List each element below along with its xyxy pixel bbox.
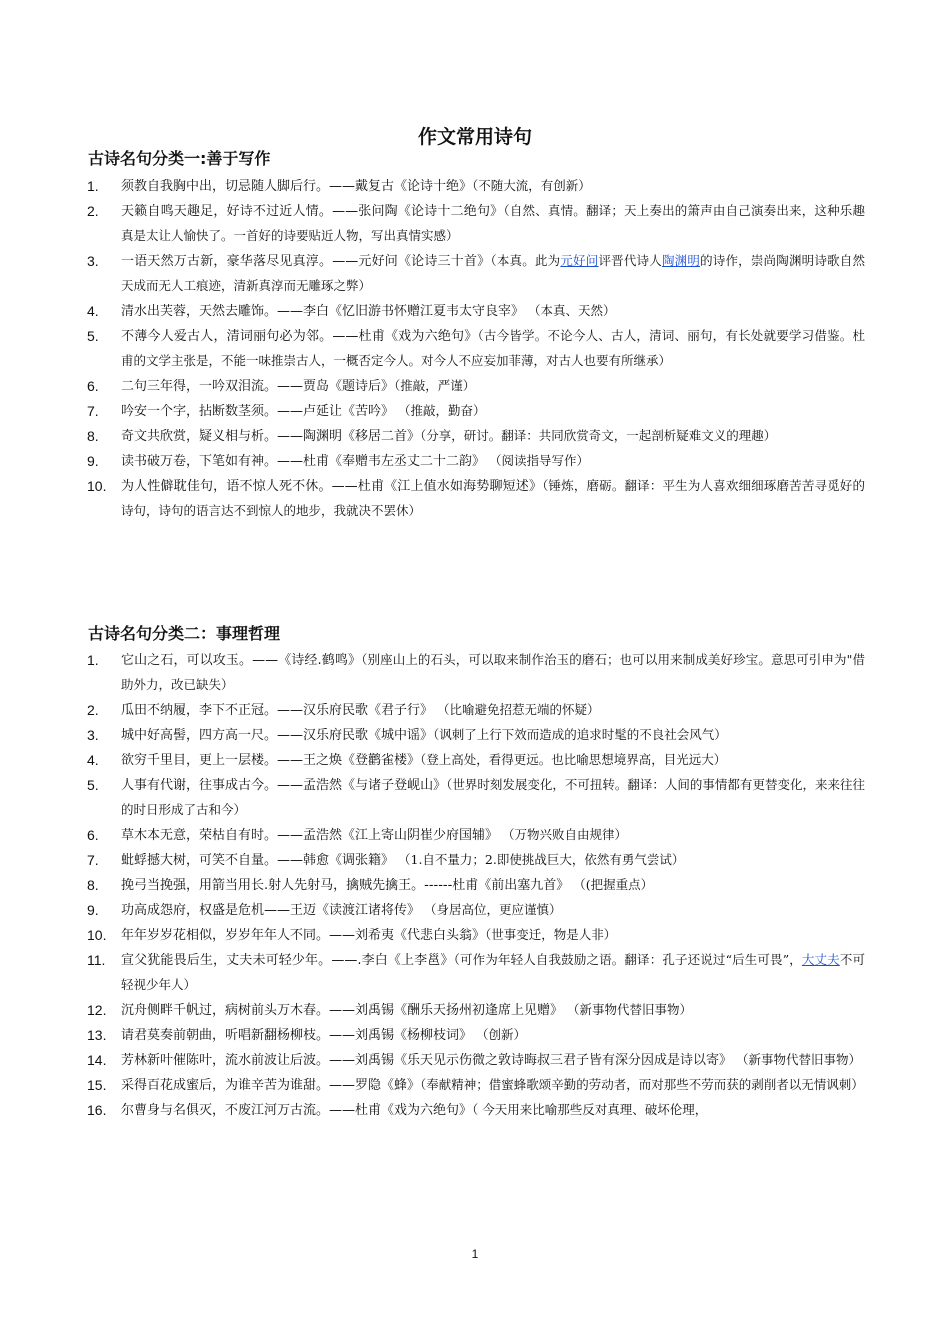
poem-line: 采得百花成蜜后，为谁辛苦为谁甜。——罗隐《蜂》 (121, 1078, 421, 1093)
list-item (0, 848, 950, 873)
item-text (121, 698, 865, 723)
item-number: 1. (87, 178, 99, 194)
item-text (121, 648, 865, 698)
poem-line: 为人性僻耽佳句，语不惊人死不休。——杜甫《江上值水如海势聊短述》 (121, 479, 543, 494)
poem-note: （本真。此为 (490, 253, 561, 268)
item-text (121, 823, 865, 848)
item-number: 2. (87, 702, 99, 718)
list-item (0, 424, 950, 449)
item-text (121, 773, 865, 823)
poem-note: （世界时刻发展变化，不可扭转。翻译：人间的事情都有更替变化，来来往往的时日形成了古和今） (121, 777, 865, 817)
section-heading-philosophy: 古诗名句分类二：事理哲理 (88, 624, 281, 643)
list-item (0, 249, 950, 299)
poem-line: 年年岁岁花相似，岁岁年年人不同。——刘希夷《代悲白头翁》 (121, 928, 486, 943)
section-heading-writing: 古诗名句分类一:善于写作 (88, 149, 271, 168)
item-number: 4. (87, 752, 99, 768)
item-number: 3. (87, 253, 99, 269)
item-number: 3. (87, 727, 99, 743)
poem-note: 评晋代诗人 (598, 253, 662, 268)
poem-line: 吟安一个字，拈断数茎须。——卢延让《苦吟》 (121, 404, 395, 419)
poem-note: （本真、天然） (524, 303, 616, 318)
poem-note: （锤炼，磨砺。翻译：平生为人喜欢细细琢磨苦苦寻觅好的诗句，诗句的语言达不到惊人的地步，我就决不罢休） (121, 478, 865, 518)
poem-note: （分享，研讨。翻译：共同欣赏奇文，一起剖析疑难文义的理趣） (420, 428, 777, 443)
list-item (0, 399, 950, 424)
poem-line: 不薄今人爱古人，清词丽句必为邻。——杜甫《戏为六绝句》 (121, 329, 478, 344)
poem-line: 它山之石，可以攻玉。——《诗经.鹤鸣》 (121, 653, 362, 668)
poem-note: （(把握重点） (569, 877, 654, 892)
poem-line: 功高成怨府，权盛是危机——王迈《读渡江诸将传》 (121, 903, 421, 918)
item-number: 8. (87, 877, 99, 893)
item-text (121, 873, 865, 898)
poem-note: （不随大流，有创新） (472, 178, 591, 193)
poem-note: （登上高处，看得更远。也比喻思想境界高，目光远大） (420, 752, 727, 767)
list-item (0, 698, 950, 723)
link-yuan-haowen[interactable]: 元好问 (560, 253, 599, 268)
poem-note: （推敲，勤奋） (394, 403, 486, 418)
poem-note: （ 今天用来比喻那些反对真理、破坏伦理， (472, 1102, 708, 1117)
list-item (0, 199, 950, 249)
link-da-zhang-fu[interactable]: 大丈夫 (801, 952, 840, 967)
poem-line: 请君莫奏前朝曲，听唱新翻杨柳枝。——刘禹锡《杨柳枝词》 (121, 1028, 473, 1043)
item-number: 15. (87, 1077, 107, 1093)
poem-note: （自然、真情。翻译；天上奏出的箫声由自己演奏出来，这种乐趣真是太让人愉快了。一首好的诗要贴近人物，写出真情实感） (121, 203, 865, 243)
list-item (0, 374, 950, 399)
item-number: 13. (87, 1027, 107, 1043)
poem-note: （可作为年轻人自我鼓励之语。翻译：孔子还说过“后生可畏”， (453, 952, 802, 967)
list-item (0, 474, 950, 524)
item-number: 6. (87, 378, 99, 394)
list-item (0, 1023, 950, 1048)
item-number: 7. (87, 403, 99, 419)
item-text (121, 199, 865, 249)
poem-note: （推敲，严谨） (394, 378, 476, 393)
poem-line: 清水出芙蓉，天然去雕饰。——李白《忆旧游书怀赠江夏韦太守良宰》 (121, 304, 525, 319)
poem-line: 瓜田不纳履，李下不正冠。——汉乐府民歌《君子行》 (121, 703, 434, 718)
item-text (121, 723, 865, 748)
item-text (121, 1098, 865, 1123)
poem-note: （古今皆学。不论今人、古人，清词、丽句，有长处就要学习借鉴。杜甫的文学主张是，不能一味推崇古人，一概否定今人。对今人不应妄加菲薄，对古人也要有所继承） (121, 328, 865, 368)
poem-line: 宣父犹能畏后生，丈夫未可轻少年。——.李白《上李邕》 (121, 953, 454, 968)
item-text (121, 848, 865, 873)
list-item (0, 648, 950, 698)
item-number: 1. (87, 652, 99, 668)
list-item (0, 773, 950, 823)
poem-note: （1.自不量力；2.即使挑战巨大，依然有勇气尝试） (394, 852, 685, 867)
page-title: 作文常用诗句 (417, 126, 532, 148)
item-number: 16. (87, 1102, 107, 1118)
poem-line: 奇文共欣赏，疑义相与析。——陶渊明《移居二首》 (121, 429, 421, 444)
section1-list (0, 174, 950, 524)
poem-note: （讽刺了上行下效而造成的追求时髦的不良社会风气） (433, 727, 727, 742)
item-number: 12. (87, 1002, 107, 1018)
poem-line: 挽弓当挽强，用箭当用长.射人先射马，擒贼先擒王。------杜甫《前出塞九首》 (121, 878, 570, 893)
list-item (0, 723, 950, 748)
item-text (121, 898, 865, 923)
poem-note: 不可轻视少年人） (121, 952, 865, 992)
item-text (121, 998, 865, 1023)
list-item (0, 1098, 950, 1123)
poem-note: （身居高位，更应谨慎） (420, 902, 562, 917)
list-item (0, 1073, 950, 1098)
list-item (0, 948, 950, 998)
link-tao-yuanming[interactable]: 陶渊明 (661, 253, 701, 268)
poem-line: 读书破万卷，下笔如有神。——杜甫《奉赠韦左丞丈二十二韵》 (121, 454, 486, 469)
item-number: 4. (87, 303, 99, 319)
item-text (121, 424, 865, 449)
list-item (0, 299, 950, 324)
list-item (0, 823, 950, 848)
poem-line: 尔曹身与名俱灭，不废江河万古流。——杜甫《戏为六绝句》 (121, 1103, 473, 1118)
poem-note: （世事变迁，物是人非） (485, 927, 617, 942)
poem-note: （新事物代替旧事物） (563, 1002, 692, 1017)
poem-line: 天籁自鸣天趣足，好诗不过近人情。——张问陶《论诗十二绝句》 (121, 204, 504, 219)
section2-list (0, 648, 950, 1123)
poem-note: （创新） (472, 1027, 526, 1042)
list-item (0, 174, 950, 199)
list-item (0, 923, 950, 948)
list-item (0, 898, 950, 923)
poem-line: 一语天然万古新，豪华落尽见真淳。——元好问《论诗三十首》 (121, 254, 491, 269)
item-text (121, 449, 865, 474)
list-item (0, 324, 950, 374)
page-number: 1 (471, 1247, 479, 1261)
item-number: 14. (87, 1052, 107, 1068)
item-text (121, 174, 865, 199)
item-text (121, 374, 865, 399)
list-item (0, 1048, 950, 1073)
poem-line: 城中好高髻，四方高一尺。——汉乐府民歌《城中谣》 (121, 728, 434, 743)
poem-note: （比喻避免招惹无端的怀疑） (433, 702, 600, 717)
item-number: 2. (87, 203, 99, 219)
poem-note: （阅读指导写作） (485, 453, 589, 468)
poem-note: （别座山上的石头，可以取来制作治玉的磨石；也可以用来制成美好珍宝。意思可引申为"借助外力，改已缺失） (121, 652, 865, 692)
item-number: 8. (87, 428, 99, 444)
poem-line: 人事有代谢，往事成古今。——孟浩然《与诸子登岘山》 (121, 778, 447, 793)
item-text (121, 1073, 865, 1098)
poem-line: 蚍蜉撼大树，可笑不自量。——韩愈《调张籍》 (121, 853, 395, 868)
poem-note: （奉献精神；借蜜蜂歌颂辛勤的劳动者，而对那些不劳而获的剥削者以无情讽刺） (420, 1077, 864, 1092)
poem-line: 沉舟侧畔千帆过，病树前头万木春。——刘禹锡《酬乐天扬州初逢席上见赠》 (121, 1003, 564, 1018)
item-text (121, 1023, 865, 1048)
item-number: 7. (87, 852, 99, 868)
item-number: 9. (87, 902, 99, 918)
item-number: 11. (87, 952, 106, 968)
item-text (121, 324, 865, 374)
item-text (121, 948, 865, 998)
poem-line: 二句三年得，一吟双泪流。——贾岛《题诗后》 (121, 379, 395, 394)
item-number: 10. (87, 927, 107, 943)
list-item (0, 748, 950, 773)
item-text (121, 299, 865, 324)
item-text (121, 474, 865, 524)
item-text (121, 249, 865, 299)
poem-line: 草木本无意，荣枯自有时。——孟浩然《江上寄山阴崔少府国辅》 (121, 828, 499, 843)
list-item (0, 449, 950, 474)
item-text (121, 748, 865, 773)
poem-note: （新事物代替旧事物） (732, 1052, 861, 1067)
poem-line: 须教自我胸中出，切忌随人脚后行。——戴复古《论诗十绝》 (121, 179, 473, 194)
item-text (121, 1048, 865, 1073)
item-number: 5. (87, 328, 99, 344)
poem-line: 芳林新叶催陈叶，流水前波让后波。——刘禹锡《乐天见示伤微之敦诗晦叔三君子皆有深分因成是诗以寄》 (121, 1053, 733, 1068)
list-item (0, 873, 950, 898)
poem-note: 的诗作，崇尚陶渊明诗歌自然天成而无人工痕迹，清新真淳而无雕琢之弊） (121, 253, 865, 293)
item-text (121, 399, 865, 424)
item-number: 6. (87, 827, 99, 843)
item-number: 9. (87, 453, 99, 469)
poem-note: （万物兴败自由规律） (498, 827, 627, 842)
item-number: 10. (87, 478, 107, 494)
list-item (0, 998, 950, 1023)
item-number: 5. (87, 777, 99, 793)
item-text (121, 923, 865, 948)
poem-line: 欲穷千里目，更上一层楼。——王之焕《登鹳雀楼》 (121, 753, 421, 768)
